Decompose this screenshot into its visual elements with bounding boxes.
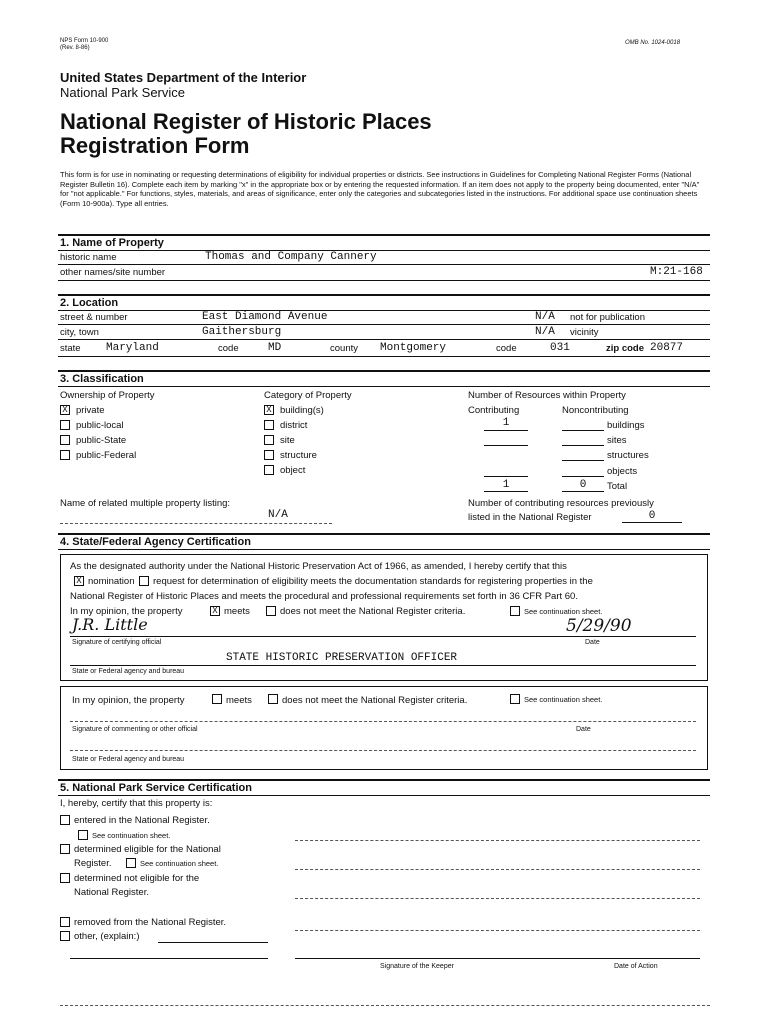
determined-not-eligible-label-1: determined not eligible for the (74, 873, 200, 884)
other-label: other, (explain:) (74, 931, 140, 942)
historic-name-label: historic name (60, 252, 117, 263)
contributing-total-value[interactable]: 1 (502, 479, 510, 491)
county-code-label: code (496, 343, 517, 354)
certifying-signature: J.R. Little (72, 615, 148, 634)
see-cont-eligible-checkbox[interactable] (126, 858, 136, 868)
meets2-label: meets (226, 695, 252, 706)
ownership-public-state-label: public-State (76, 435, 127, 446)
category-district-checkbox[interactable] (264, 420, 274, 430)
cert-line-2: request for determination of eligibility meets the documentation standards for registering properties in the (153, 576, 593, 587)
contributing-heading: Contributing (468, 405, 520, 416)
other-names-label: other names/site number (60, 267, 166, 278)
section-3-title: 3. Classification (60, 373, 144, 385)
date-of-action-label: Date of Action (614, 963, 658, 970)
resource-buildings-label: buildings (607, 420, 645, 431)
ownership-public-state-checkbox[interactable] (60, 435, 70, 445)
form-title-line2: Registration Form (60, 133, 250, 158)
see-cont-entered-label: See continuation sheet. (92, 831, 171, 840)
eligibility-request-checkbox[interactable] (139, 576, 149, 586)
resource-objects-label: objects (607, 466, 638, 477)
opinion-label: In my opinion, the property (70, 606, 183, 617)
noncontributing-total-value[interactable]: 0 (579, 479, 587, 491)
determined-not-eligible-checkbox[interactable] (60, 873, 70, 883)
see-cont-entered-checkbox[interactable] (78, 830, 88, 840)
section-5-title: 5. National Park Service Certification (60, 782, 252, 794)
nps-cert-intro: I, hereby, certify that this property is: (60, 798, 213, 809)
does-not-meet2-label: does not meet the National Register criteria. (282, 695, 468, 706)
meets-checkbox[interactable]: X (210, 606, 220, 616)
see-continuation-checkbox[interactable] (510, 606, 520, 616)
agency-value[interactable]: STATE HISTORIC PRESERVATION OFFICER (226, 652, 458, 664)
form-instructions: This form is for use in nominating or requesting determinations of eligibility for individual properties or districts. See instructions in Guidelines for Completing National Register Forms (National Register Bulletin 16). Complete each item by marking "x" in the appropriate box or by entering the requested information. If an item does not apply to the property being documented, enter "N/A" for "not applicable." For functions, styles, materials, and areas of significance, enter only the categories and subcategories listed in the instructions. For additional space use continuation sheets (Form 10-900a). Type all entries. (60, 170, 700, 208)
other-checkbox[interactable] (60, 931, 70, 941)
resource-sites-label: sites (607, 435, 627, 446)
noncontributing-heading: Noncontributing (562, 405, 629, 416)
multiple-property-label: Name of related multiple property listing: (60, 498, 231, 509)
commenting-agency-label: State or Federal agency and bureau (72, 756, 185, 763)
determined-not-eligible-label-2: National Register. (74, 887, 149, 898)
determined-eligible-checkbox[interactable] (60, 844, 70, 854)
form-title-line1: National Register of Historic Places (60, 109, 432, 134)
city-label: city, town (60, 327, 99, 338)
see-cont-eligible-label: See continuation sheet. (140, 859, 219, 868)
signature-label: Signature of certifying official (72, 639, 162, 646)
ownership-public-federal-label: public-Federal (76, 450, 137, 461)
opinion2-label: In my opinion, the property (72, 695, 185, 706)
entered-checkbox[interactable] (60, 815, 70, 825)
zip-label: zip code (606, 343, 645, 354)
ownership-private-checkbox[interactable]: X (60, 405, 70, 415)
state-code-value[interactable]: MD (268, 342, 282, 354)
category-district-label: district (280, 420, 308, 431)
multiple-property-value[interactable]: N/A (268, 509, 288, 521)
county-label: county (330, 343, 358, 354)
meets2-checkbox[interactable] (212, 694, 222, 704)
see-continuation2-checkbox[interactable] (510, 694, 520, 704)
historic-name-value[interactable]: Thomas and Company Cannery (205, 251, 377, 263)
see-continuation2-label: See continuation sheet. (524, 695, 603, 704)
category-structure-checkbox[interactable] (264, 450, 274, 460)
ownership-public-federal-checkbox[interactable] (60, 450, 70, 460)
category-object-checkbox[interactable] (264, 465, 274, 475)
city-value[interactable]: Gaithersburg (202, 326, 282, 338)
category-site-checkbox[interactable] (264, 435, 274, 445)
county-value[interactable]: Montgomery (380, 342, 447, 354)
form-revision: (Rev. 8-86) (60, 45, 90, 51)
vicinity-label: vicinity (570, 327, 599, 338)
entered-label: entered in the National Register. (74, 815, 210, 826)
nomination-checkbox[interactable]: X (74, 576, 84, 586)
nomination-label: nomination (88, 576, 135, 587)
category-building-label: building(s) (280, 405, 324, 416)
state-code-label: code (218, 343, 239, 354)
previously-listed-label-1: Number of contributing resources previously (468, 498, 654, 509)
form-number: NPS Form 10-900 (60, 38, 109, 44)
commenting-date-label: Date (576, 726, 591, 733)
previously-listed-value[interactable]: 0 (648, 510, 656, 522)
certification-date-value: 5/29/90 (566, 616, 632, 636)
contributing-buildings-value[interactable]: 1 (502, 417, 510, 429)
category-object-label: object (280, 465, 306, 476)
department-name: United States Department of the Interior (60, 70, 307, 85)
meets-label: meets (224, 606, 250, 617)
ownership-public-local-label: public-local (76, 420, 124, 431)
county-code-value[interactable]: 031 (550, 342, 570, 354)
section-2-title: 2. Location (60, 297, 119, 309)
omb-number: OMB No. 1024-0018 (625, 40, 681, 46)
date-label: Date (585, 639, 600, 646)
removed-label: removed from the National Register. (74, 917, 227, 928)
ownership-heading: Ownership of Property (60, 390, 155, 401)
keeper-signature-label: Signature of the Keeper (380, 963, 454, 970)
cert-line-3: National Register of Historic Places and meets the procedural and professional requirements set forth in 36 CFR Part 60. (70, 591, 578, 602)
category-building-checkbox[interactable]: X (264, 405, 274, 415)
state-label: state (60, 343, 81, 354)
determined-eligible-label-2: Register. (74, 858, 112, 869)
not-for-publication-label: not for publication (570, 312, 645, 323)
street-value[interactable]: East Diamond Avenue (202, 311, 328, 323)
service-name: National Park Service (60, 85, 185, 100)
category-heading: Category of Property (264, 390, 352, 401)
resource-structures-label: structures (607, 450, 649, 461)
cert-line-1: As the designated authority under the National Historic Preservation Act of 1966, as amended, I hereby certify that this (70, 561, 567, 572)
does-not-meet-label: does not meet the National Register criteria. (280, 606, 466, 617)
ownership-public-local-checkbox[interactable] (60, 420, 70, 430)
resource-total-label: Total (607, 481, 628, 492)
does-not-meet-checkbox[interactable] (266, 606, 276, 616)
street-label: street & number (60, 312, 128, 323)
previously-listed-label-2: listed in the National Register (468, 512, 592, 523)
resources-heading: Number of Resources within Property (468, 390, 626, 401)
removed-checkbox[interactable] (60, 917, 70, 927)
site-number-value[interactable]: M:21-168 (650, 266, 703, 278)
commenting-signature-label: Signature of commenting or other official (72, 726, 198, 733)
category-site-label: site (280, 435, 295, 446)
section-4-title: 4. State/Federal Agency Certification (60, 536, 251, 548)
vicinity-value[interactable]: N/A (535, 326, 555, 338)
agency-label: State or Federal agency and bureau (72, 668, 185, 675)
see-continuation-label: See continuation sheet. (524, 607, 603, 616)
zip-value[interactable]: 20877 (650, 342, 684, 354)
not-for-publication-value[interactable]: N/A (535, 311, 555, 323)
category-structure-label: structure (280, 450, 317, 461)
ownership-private-label: private (76, 405, 105, 416)
does-not-meet2-checkbox[interactable] (268, 694, 278, 704)
state-value[interactable]: Maryland (106, 342, 159, 354)
determined-eligible-label-1: determined eligible for the National (74, 844, 221, 855)
section-1-title: 1. Name of Property (60, 237, 164, 249)
